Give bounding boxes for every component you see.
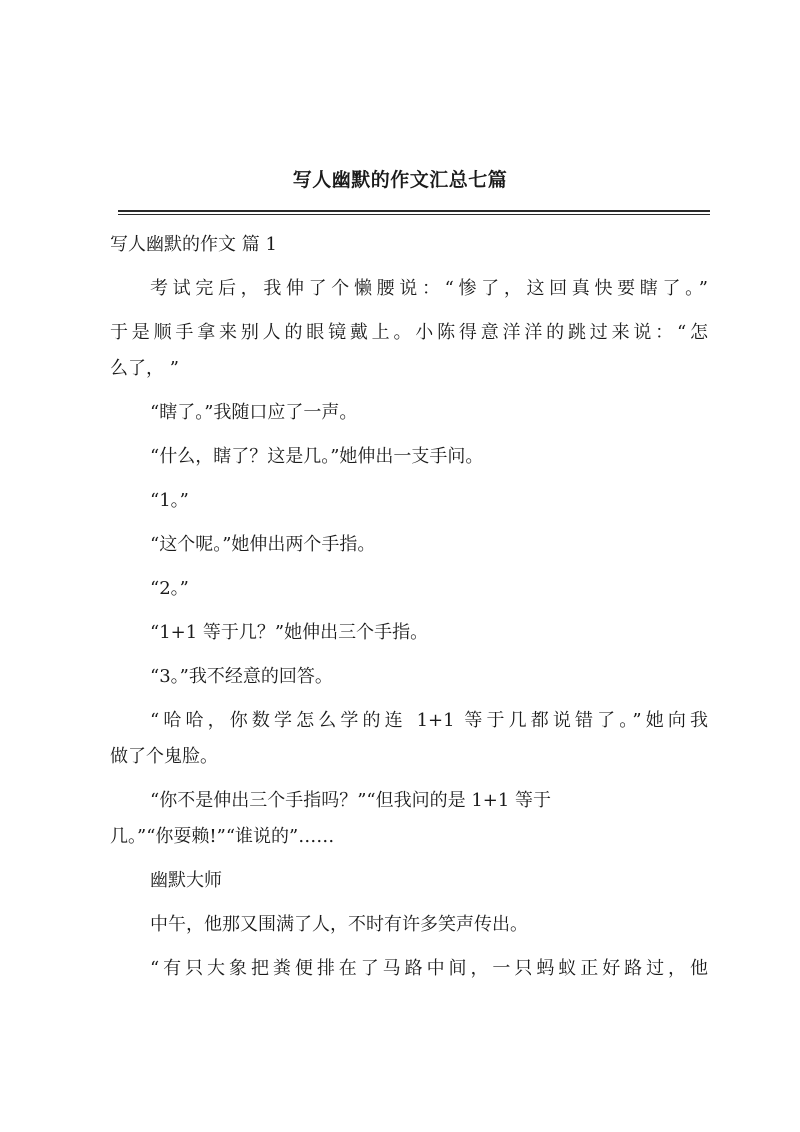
paragraph-line: 几。”“你耍赖!”“谁说的”…… xyxy=(110,826,335,847)
paragraph-line: “1。” xyxy=(150,490,189,511)
paragraph-line: 中午，他那又围满了人，不时有许多笑声传出。 xyxy=(150,914,528,935)
paragraph-line: 么了， ” xyxy=(110,358,179,379)
section-heading: 写人幽默的作文 篇 1 xyxy=(110,234,277,255)
paragraph-line: “2。” xyxy=(150,578,189,599)
paragraph-line: “瞎了。”我随口应了一声。 xyxy=(150,402,358,423)
document-title: 写人幽默的作文汇总七篇 xyxy=(292,169,508,191)
paragraph-line: “什么，瞎了？这是几。”她伸出一支手问。 xyxy=(150,446,484,467)
title-divider-thin xyxy=(118,214,710,215)
title-divider-thick xyxy=(118,210,710,212)
paragraph-line: 做了个鬼脸。 xyxy=(110,746,218,767)
paragraph-line: 于是顺手拿来别人的眼镜戴上。小陈得意洋洋的跳过来说：“怎 xyxy=(110,322,708,343)
paragraph-line: “你不是伸出三个手指吗？”“但我问的是 1+1 等于 xyxy=(150,790,552,811)
paragraph-line: “3。”我不经意的回答。 xyxy=(150,666,333,687)
paragraph-line: “1+1 等于几？”她伸出三个手指。 xyxy=(150,622,429,643)
subheading: 幽默大师 xyxy=(150,870,222,891)
paragraph-line: 考试完后，我伸了个懒腰说：“惨了，这回真快要瞎了。” xyxy=(150,278,708,299)
paragraph-line: “哈哈，你数学怎么学的连 1+1 等于几都说错了。”她向我 xyxy=(150,710,708,731)
paragraph-line: “这个呢。”她伸出两个手指。 xyxy=(150,534,376,555)
paragraph-line: “有只大象把粪便排在了马路中间，一只蚂蚁正好路过，他 xyxy=(150,958,708,979)
